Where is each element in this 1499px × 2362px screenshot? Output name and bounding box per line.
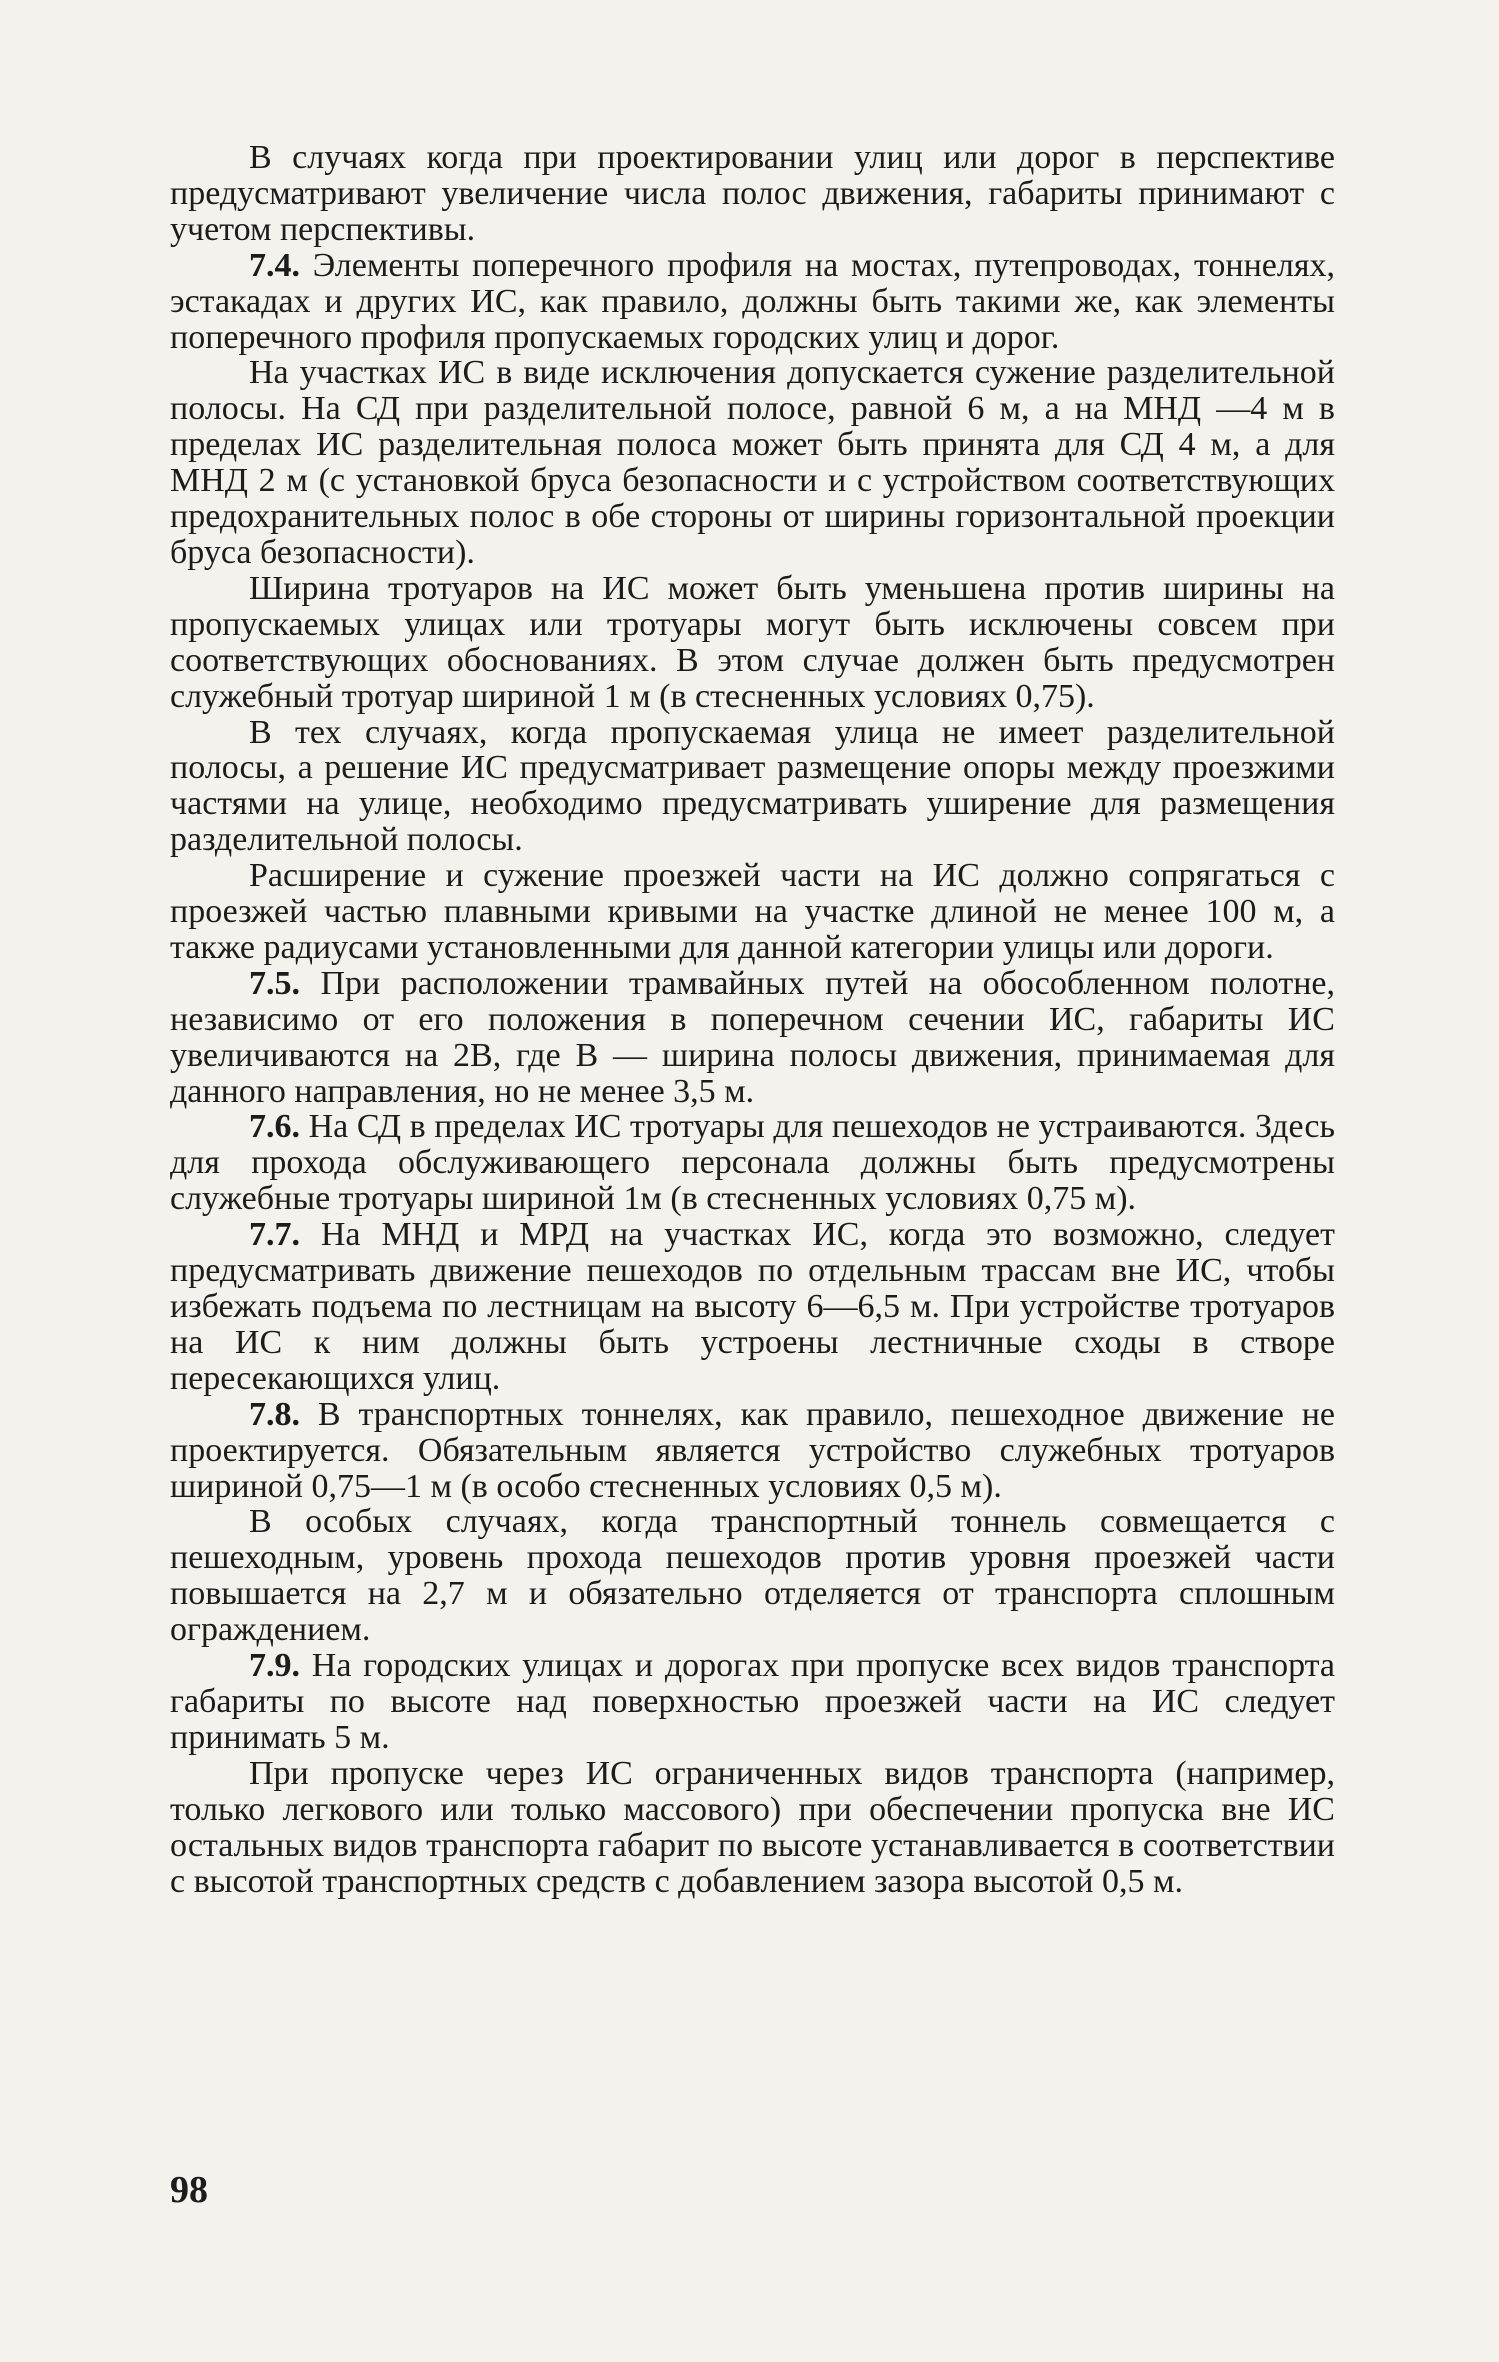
paragraph-1 <box>170 140 1335 248</box>
paragraph-number: 7.7. <box>249 1216 300 1254</box>
paragraph-9 <box>170 1217 1335 1397</box>
paragraph-4 <box>170 571 1335 715</box>
paragraph-10 <box>170 1397 1335 1505</box>
paragraph-2 <box>170 248 1335 356</box>
paragraph-text: В случаях когда при проектировании улиц или дорог в перспективе предусматривают увеличение числа полос движения, габариты принимают с учетом перспективы. <box>170 139 1335 248</box>
paragraph-text: Ширина тротуаров на ИС может быть уменьшена против ширины на пропускаемых улицах или тротуары могут быть исключены совсем при соответствующих обоснованиях. В этом случае должен быть предусмотрен служебный тротуар шириной 1 м (в стесненных условиях 0,75). <box>170 569 1335 715</box>
paragraph-text: На МНД и МРД на участках ИС, когда это возможно, следует предусматривать движение пешеходов по отдельным трассам вне ИС, чтобы избежать подъема по лестницам на высоту 6—6,5 м. При устройстве тротуаров на ИС к ним должны быть устроены лестничные сходы в створе пересекающихся улиц. <box>170 1216 1335 1397</box>
paragraph-text: На участках ИС в виде исключения допускается сужение разделительной полосы. На СД при разделительной полосе, равной 6 м, а на МНД —4 м в пределах ИС разделительная полоса может быть принята для СД 4 м, а для МНД 2 м (с установкой бруса безопасности и с устройством соответствующих предохранительных полос в обе стороны от ширины горизонтальной проекции бруса безопасности). <box>170 354 1335 571</box>
paragraph-number: 7.9. <box>249 1647 300 1685</box>
paragraph-11 <box>170 1504 1335 1648</box>
paragraph-text: Расширение и сужение проезжей части на ИС должно сопрягаться с проезжей частью плавными кривыми на участке длиной не менее 100 м, а также радиусами установленными для данной категории улицы или дороги. <box>170 857 1335 966</box>
paragraph-text: При расположении трамвайных путей на обособленном полотне, независимо от его положения в поперечном сечении ИС, габариты ИС увеличиваются на 2В, где В — ширина полосы движения, принимаемая для данного направления, но не менее 3,5 м. <box>170 964 1335 1110</box>
paragraph-number: 7.8. <box>249 1395 300 1433</box>
paragraph-number: 7.6. <box>249 1108 300 1146</box>
paragraph-8 <box>170 1109 1335 1217</box>
paragraph-13 <box>170 1756 1335 1900</box>
paragraph-12 <box>170 1648 1335 1756</box>
paragraph-text: В особых случаях, когда транспортный тоннель совмещается с пешеходным, уровень прохода пешеходов против уровня проезжей части повышается на 2,7 м и обязательно отделяется от транспорта сплошным ограждением. <box>170 1503 1335 1649</box>
paragraph-text: В тех случаях, когда пропускаемая улица не имеет разделительной полосы, а решение ИС предусматривает размещение опоры между проезжими частями на улице, необходимо предусматривать уширение для размещения разделительной полосы. <box>170 713 1335 859</box>
document-page <box>170 140 1335 2340</box>
paragraph-text: В транспортных тоннелях, как правило, пешеходное движение не проектируется. Обязательным является устройство служебных тротуаров шириной 0,75—1 м (в особо стесненных условиях 0,5 м). <box>170 1395 1335 1505</box>
paragraph-text: Элементы поперечного профиля на мостах, путепроводах, тоннелях, эстакадах и других ИС, как правило, должны быть такими же, как элементы поперечного профиля пропускаемых городских улиц и дорог. <box>170 246 1335 356</box>
paragraph-number: 7.5. <box>249 964 300 1002</box>
paragraph-text: При пропуске через ИС ограниченных видов транспорта (например, только легкового или только массового) при обеспечении пропуска вне ИС остальных видов транспорта габарит по высоте устанавливается в соответствии с высотой транспортных средств с добавлением зазора высотой 0,5 м. <box>170 1754 1335 1900</box>
page-number: 98 <box>170 2169 208 2211</box>
paragraph-number: 7.4. <box>249 246 300 284</box>
paragraph-3 <box>170 355 1335 570</box>
paragraph-text: На СД в пределах ИС тротуары для пешеходов не устраиваются. Здесь для прохода обслуживающего персонала должны быть предусмотрены служебные тротуары шириной 1м (в стесненных условиях 0,75 м). <box>170 1108 1335 1218</box>
paragraph-text: На городских улицах и дорогах при пропуске всех видов транспорта габариты по высоте над поверхностью проезжей части на ИС следует принимать 5 м. <box>170 1647 1335 1756</box>
paragraph-7 <box>170 966 1335 1110</box>
paragraph-6 <box>170 858 1335 966</box>
paragraph-5 <box>170 715 1335 859</box>
